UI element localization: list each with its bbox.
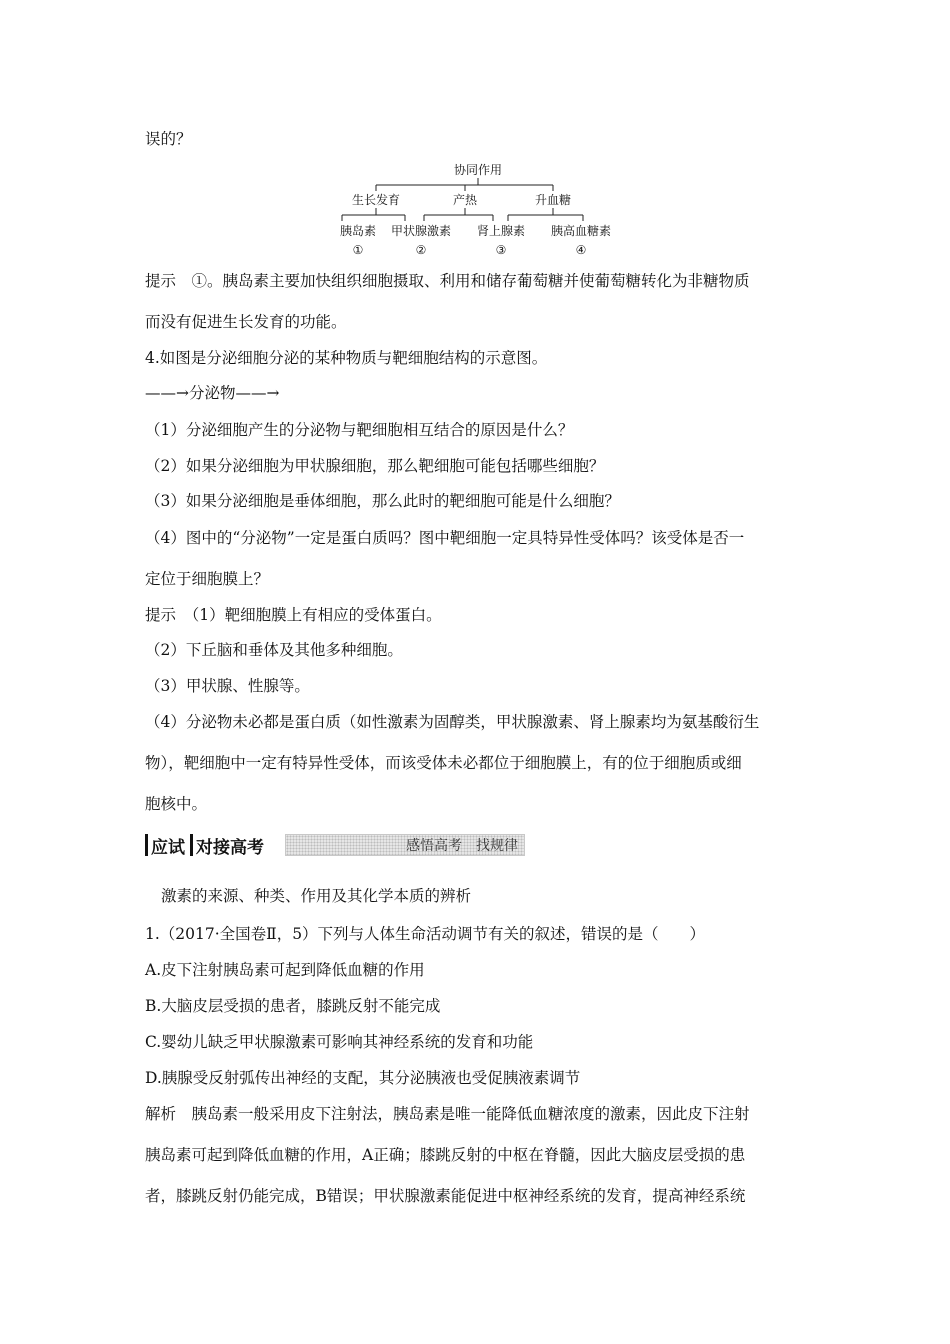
question-line: （3）如果分泌细胞是垂体细胞，那么此时的靶细胞可能是什么细胞？ bbox=[145, 492, 620, 510]
banner-title-a: 应试 bbox=[151, 837, 185, 858]
hint-line: 胞核中。 bbox=[145, 795, 208, 813]
hint-line: 提示 ①。胰岛素主要加快组织细胞摄取、利用和储存葡萄糖并使葡萄糖转化为非糖物质 bbox=[145, 272, 750, 290]
diagram-hormone-label: 胰高血糖素 bbox=[550, 224, 612, 238]
option-c: C.婴幼儿缺乏甲状腺激素可影响其神经系统的发育和功能 bbox=[145, 1033, 534, 1051]
question-line: 4.如图是分泌细胞分泌的某种物质与靶细胞结构的示意图。 bbox=[145, 349, 548, 367]
question-line: （1）分泌细胞产生的分泌物与靶细胞相互结合的原因是什么？ bbox=[145, 421, 574, 439]
diagram-hormone-label: 胰岛素 bbox=[339, 224, 377, 238]
text-line: 误的？ bbox=[145, 130, 192, 148]
diagram-mid-label: 生长发育 bbox=[351, 193, 401, 207]
diagram-top-label: 协同作用 bbox=[453, 163, 503, 177]
diagram-number-mark: ④ bbox=[575, 243, 587, 257]
diagram-number-mark: ② bbox=[415, 243, 427, 257]
analysis-line: 者，膝跳反射仍能完成，B错误；甲状腺激素能促进中枢神经系统的发育，提高神经系统 bbox=[145, 1187, 746, 1205]
hormone-synergy-diagram bbox=[328, 158, 628, 263]
banner-subtitle: 感悟高考 找规律 bbox=[285, 834, 525, 856]
hint-line: 物），靶细胞中一定有特异性受体，而该受体未必都位于细胞膜上，有的位于细胞质或细 bbox=[145, 754, 742, 772]
option-b: B.大脑皮层受损的患者，膝跳反射不能完成 bbox=[145, 997, 441, 1015]
analysis-line: 解析 胰岛素一般采用皮下注射法，胰岛素是唯一能降低血糖浓度的激素，因此皮下注射 bbox=[145, 1105, 750, 1123]
question-line: 定位于细胞膜上？ bbox=[145, 570, 270, 588]
hint-line: 提示 （1）靶细胞膜上有相应的受体蛋白。 bbox=[145, 606, 442, 624]
option-d: D.胰腺受反射弧传出神经的支配，其分泌胰液也受促胰液素调节 bbox=[145, 1069, 581, 1087]
topic-heading: 激素的来源、种类、作用及其化学本质的辨析 bbox=[161, 887, 472, 905]
banner-bar bbox=[145, 834, 148, 856]
hint-line: （2）下丘脑和垂体及其他多种细胞。 bbox=[145, 641, 403, 659]
diagram-number-mark: ① bbox=[352, 243, 364, 257]
diagram-hormone-label: 肾上腺素 bbox=[476, 224, 526, 238]
question-line: （4）图中的“分泌物”一定是蛋白质吗？图中靶细胞一定具特异性受体吗？该受体是否一 bbox=[145, 529, 745, 547]
question-line: 1.（2017·全国卷Ⅱ，5）下列与人体生命活动调节有关的叙述，错误的是（ ） bbox=[145, 925, 706, 943]
text-line: 而没有促进生长发育的功能。 bbox=[145, 313, 347, 331]
option-a: A.皮下注射胰岛素可起到降低血糖的作用 bbox=[145, 961, 425, 979]
banner-title bbox=[145, 832, 264, 858]
section-banner bbox=[145, 832, 525, 858]
diagram-hormone-label: 甲状腺激素 bbox=[390, 224, 452, 238]
arrow-line: ——→分泌物——→ bbox=[145, 384, 280, 402]
question-line: （2）如果分泌细胞为甲状腺细胞，那么靶细胞可能包括哪些细胞？ bbox=[145, 457, 605, 475]
diagram-mid-label: 产热 bbox=[452, 193, 478, 207]
diagram-number-mark: ③ bbox=[495, 243, 507, 257]
analysis-line: 胰岛素可起到降低血糖的作用，A正确；膝跳反射的中枢在脊髓，因此大脑皮层受损的患 bbox=[145, 1146, 746, 1164]
diagram-mid-label: 升血糖 bbox=[534, 193, 572, 207]
banner-bar bbox=[190, 834, 193, 856]
hint-line: （3）甲状腺、性腺等。 bbox=[145, 677, 310, 695]
banner-title-b: 对接高考 bbox=[196, 837, 264, 858]
hint-line: （4）分泌物未必都是蛋白质（如性激素为固醇类，甲状腺激素、肾上腺素均为氨基酸衍生 bbox=[145, 713, 760, 731]
